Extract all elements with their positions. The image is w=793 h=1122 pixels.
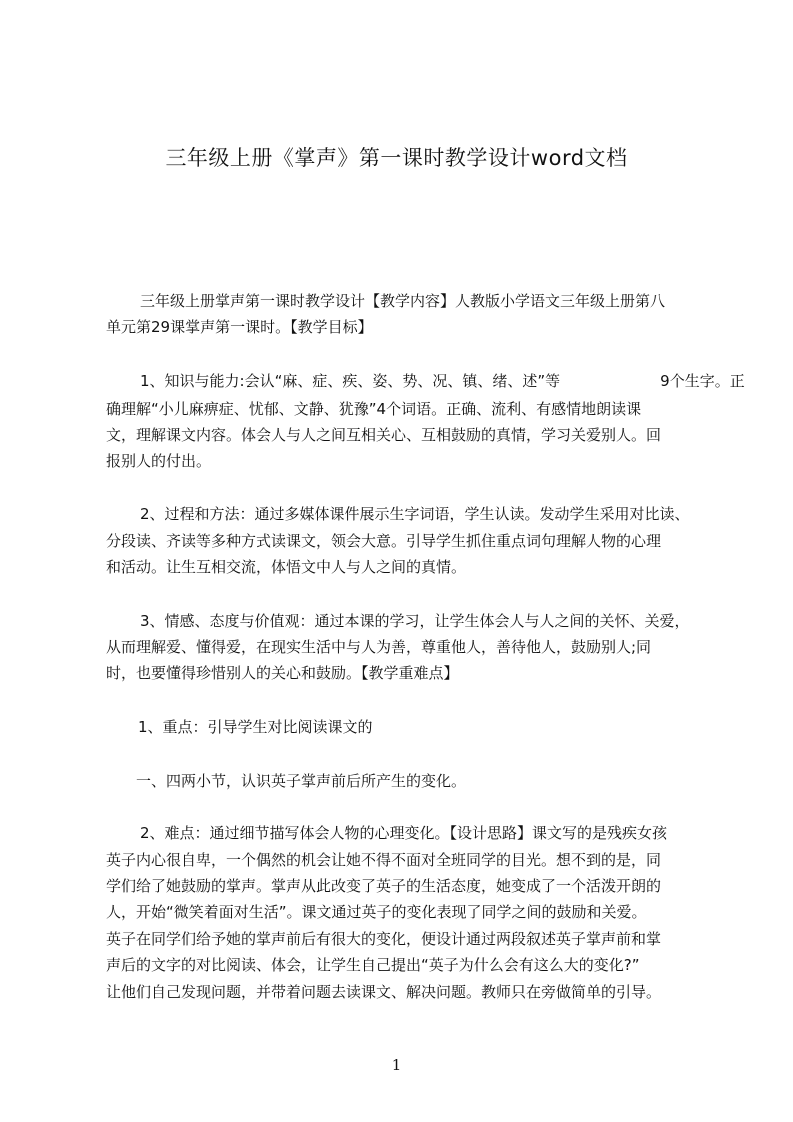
paragraph-line: 和活动。让生互相交流，体悟文中人与人之间的真情。 — [106, 558, 467, 576]
paragraph-line: 确理解“小儿麻痹症、忧郁、文静、犹豫”4个词语。正确、流利、有感情地朗读课 — [106, 400, 642, 418]
page-number: 1 — [391, 1056, 402, 1074]
paragraph-line: 人，开始“微笑着面对生活”。课文通过英子的变化表现了同学之间的鼓励和关爱。 — [106, 903, 647, 921]
paragraph-line: 英子在同学们给予她的掌声前后有很大的变化，便设计通过两段叙述英子掌声前和掌 — [106, 930, 662, 948]
paragraph-line: 时，也要懂得珍惜别人的关心和鼓励。【教学重难点】 — [106, 664, 459, 682]
paragraph-line: 学们给了她鼓励的掌声。掌声从此改变了英子的生活态度，她变成了一个活泼开朗的 — [106, 877, 662, 895]
paragraph-line: 英子内心很自卑，一个偶然的机会让她不得不面对全班同学的目光。想不到的是，同 — [106, 851, 662, 869]
paragraph-line: 一、四两小节，认识英子掌声前后所产生的变化。 — [136, 772, 467, 790]
paragraph-line: 1、重点：引导学生对比阅读课文的 — [138, 718, 373, 736]
paragraph-line: 分段读、齐读等多种方式读课文，领会大意。引导学生抓住重点词句理解人物的心理 — [106, 532, 662, 550]
paragraph-line: 报别人的付出。 — [106, 452, 212, 470]
document-title: 三年级上册《掌声》第一课时教学设计word文档 — [165, 146, 628, 170]
paragraph-line: 从而理解爱、懂得爱，在现实生活中与人为善，尊重他人，善待他人，鼓励别人;同 — [106, 638, 652, 656]
paragraph-line: 文，理解课文内容。体会人与人之间互相关心、互相鼓励的真情，学习关爱别人。回 — [106, 426, 662, 444]
paragraph-line-segment: 9个生字。正 — [660, 372, 745, 390]
paragraph-line-segment: 1、知识与能力:会认“麻、症、疾、姿、势、况、镇、绪、述”等 — [140, 372, 561, 390]
paragraph-line: 2、过程和方法：通过多媒体课件展示生字词语，学生认读。发动学生采用对比读、 — [140, 505, 690, 523]
paragraph-line: 单元第29课掌声第一课时。【教学目标】 — [106, 318, 373, 336]
paragraph-line: 三年级上册掌声第一课时教学设计【教学内容】人教版小学语文三年级上册第八 — [140, 292, 666, 310]
paragraph-line: 3、情感、态度与价值观：通过本课的学习，让学生体会人与人之间的关怀、关爱， — [140, 612, 690, 630]
paragraph-line — [140, 374, 745, 389]
paragraph-line: 声后的文字的对比阅读、体会，让学生自己提出“英子为什么会有这么大的变化?” — [106, 956, 640, 974]
paragraph-line: 2、难点：通过细节描写体会人物的心理变化。【设计思路】课文写的是残疾女孩 — [140, 824, 668, 842]
paragraph-line: 让他们自己发现问题，并带着问题去读课文、解决问题。教师只在旁做简单的引导。 — [106, 983, 662, 1001]
